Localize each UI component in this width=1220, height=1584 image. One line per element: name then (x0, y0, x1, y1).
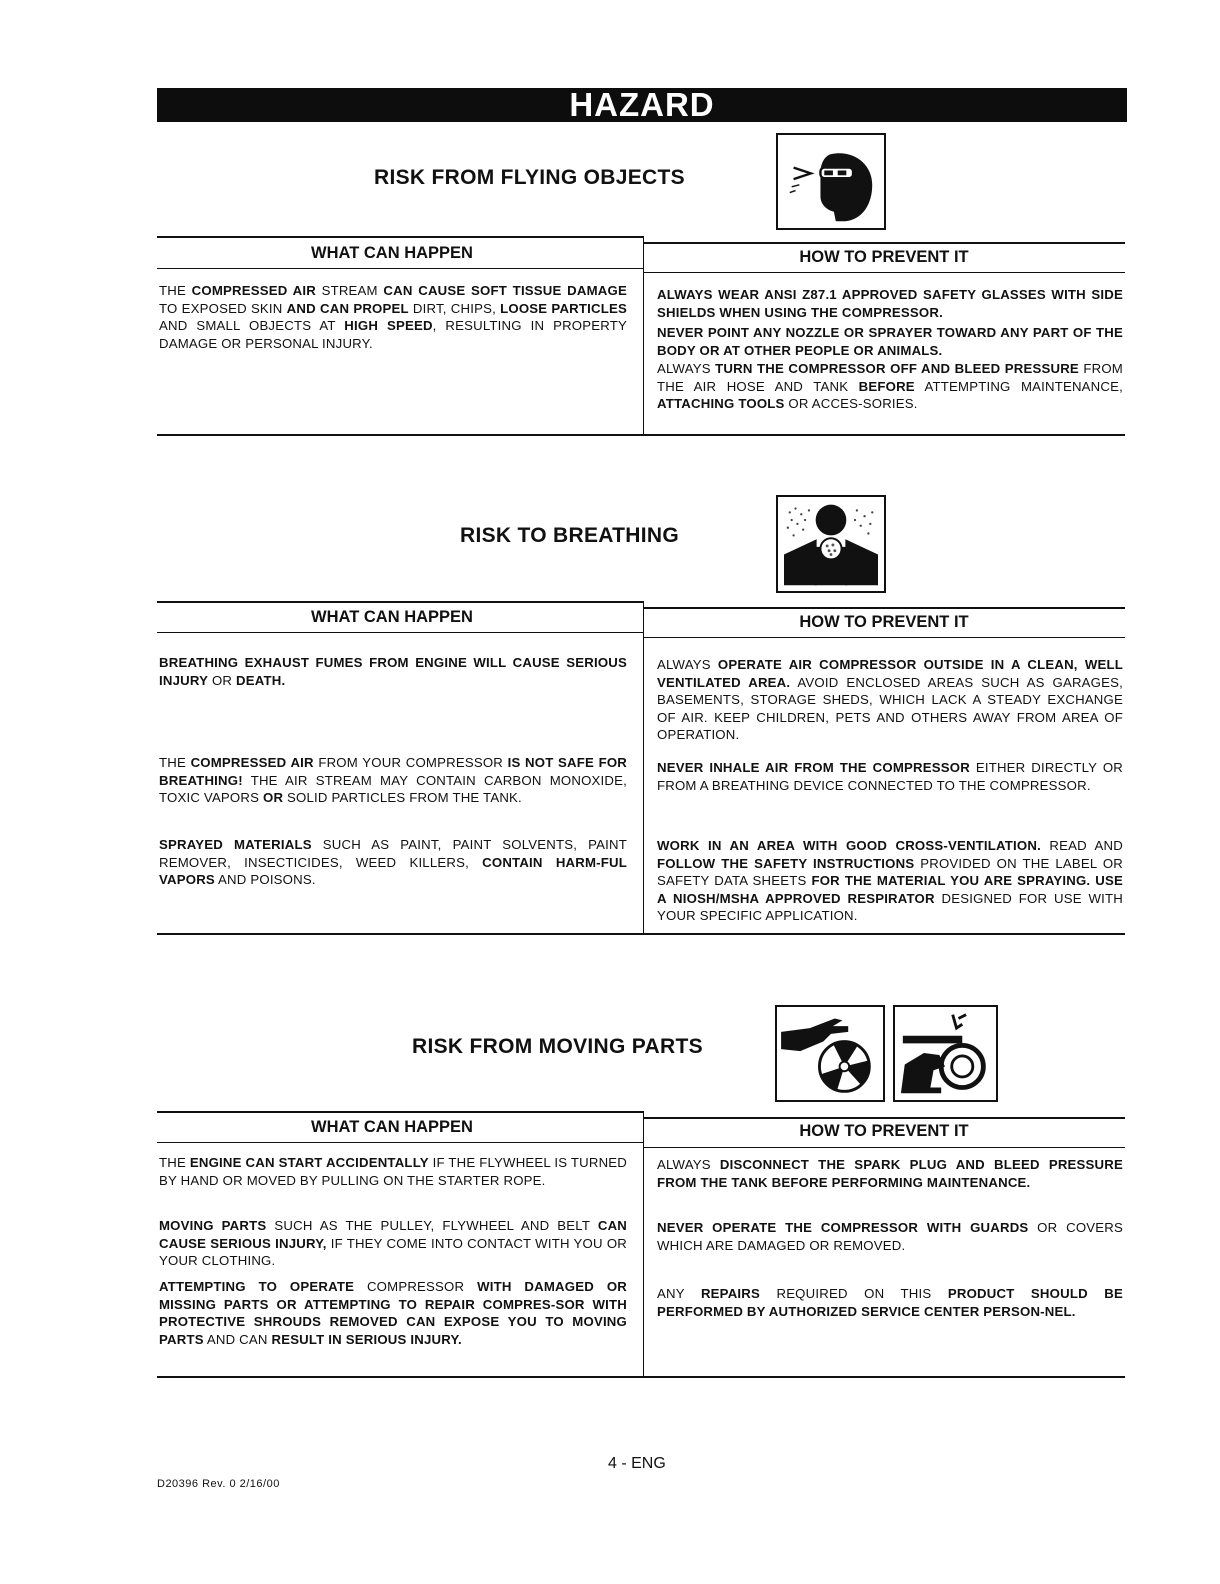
prevention-text: ALWAYS TURN THE COMPRESSOR OFF AND BLEED PRESSURE FROM THE AIR HOSE AND TANK BEFORE ATTEMPTING MAINTENANCE, ATTACHING TOOLS OR ACCES-SORIES. (657, 361, 1123, 411)
how-to-prevent-header: HOW TO PREVENT IT (799, 613, 969, 631)
hand-fan-hazard-icon (775, 1005, 885, 1102)
what-can-happen-header: WHAT CAN HAPPEN (311, 244, 473, 262)
document-code: D20396 Rev. 0 2/16/00 (157, 1478, 280, 1490)
section-title-moving-parts: RISK FROM MOVING PARTS (412, 1035, 703, 1058)
section-title-breathing: RISK TO BREATHING (460, 524, 679, 547)
table-breathing (157, 601, 1125, 935)
what-can-happen-header: WHAT CAN HAPPEN (311, 608, 473, 626)
prevention-text: NEVER OPERATE THE COMPRESSOR WITH GUARDS OR COVERS WHICH ARE DAMAGED OR REMOVED. (657, 1220, 1123, 1253)
hazard-text: MOVING PARTS SUCH AS THE PULLEY, FLYWHEEL AND BELT CAN CAUSE SERIOUS INJURY, IF THEY COME INTO CONTACT WITH YOU OR YOUR CLOTHING. (159, 1218, 628, 1268)
table-moving-parts (157, 1111, 1125, 1378)
prevention-text: ALWAYS WEAR ANSI Z87.1 APPROVED SAFETY GLASSES WITH SIDE SHIELDS WHEN USING THE COMPRESSOR. (657, 287, 1123, 320)
hazard-text: SPRAYED MATERIALS SUCH AS PAINT, PAINT SOLVENTS, PAINT REMOVER, INSECTICIDES, WEED KILLERS, CONTAIN HARM-FUL VAPORS AND POISONS. (159, 837, 627, 887)
hazard-banner: HAZARD (157, 88, 1127, 122)
hazard-text: ATTEMPTING TO OPERATE COMPRESSOR WITH DAMAGED OR MISSING PARTS OR ATTEMPTING TO REPAIR COMPRES-SOR WITH PROTECTIVE SHROUDS REMOVED CAN EXPOSE YOU TO MOVING PARTS AND CAN RESULT IN SERIOUS INJURY. (159, 1279, 627, 1347)
prevention-text: ANY REPAIRS REQUIRED ON THIS PRODUCT SHOULD BE PERFORMED BY AUTHORIZED SERVICE CENTER PERSON-NEL. (657, 1286, 1123, 1319)
what-can-happen-header: WHAT CAN HAPPEN (311, 1118, 473, 1136)
hazard-text: THE ENGINE CAN START ACCIDENTALLY IF THE FLYWHEEL IS TURNED BY HAND OR MOVED BY PULLING ON THE STARTER ROPE. (159, 1155, 628, 1188)
prevention-text: NEVER POINT ANY NOZZLE OR SPRAYER TOWARD ANY PART OF THE BODY OR AT OTHER PEOPLE OR ANIMALS. (657, 325, 1123, 358)
how-to-prevent-header: HOW TO PREVENT IT (799, 1122, 969, 1140)
hazard-text: THE COMPRESSED AIR STREAM CAN CAUSE SOFT TISSUE DAMAGE TO EXPOSED SKIN AND CAN PROPEL DIRT, CHIPS, LOOSE PARTICLES AND SMALL OBJECTS AT HIGH SPEED, RESULTING IN PROPERTY DAMAGE OR PERSONAL INJURY. (159, 283, 627, 351)
prevention-text: ALWAYS DISCONNECT THE SPARK PLUG AND BLEED PRESSURE FROM THE TANK BEFORE PERFORMING MAINTENANCE. (657, 1157, 1123, 1190)
hand-belt-pulley-hazard-icon (893, 1005, 998, 1102)
page-number: 4 - ENG (608, 1455, 666, 1472)
section-title-flying-objects: RISK FROM FLYING OBJECTS (374, 166, 685, 189)
table-flying-objects (157, 236, 1125, 436)
prevention-text: ALWAYS OPERATE AIR COMPRESSOR OUTSIDE IN A CLEAN, WELL VENTILATED AREA. AVOID ENCLOSED AREAS SUCH AS GARAGES, BASEMENTS, STORAGE SHEDS, WHICH LACK A STEADY EXCHANGE OF AIR. KEEP CHILDREN, PETS AND OTHERS AWAY FROM AREA OF OPERATION. (657, 657, 1123, 742)
respirator-icon (776, 495, 886, 593)
safety-goggles-icon (776, 133, 886, 230)
prevention-text: NEVER INHALE AIR FROM THE COMPRESSOR EITHER DIRECTLY OR FROM A BREATHING DEVICE CONNECTED TO THE COMPRESSOR. (657, 760, 1123, 793)
hazard-text: THE COMPRESSED AIR FROM YOUR COMPRESSOR IS NOT SAFE FOR BREATHING! THE AIR STREAM MAY CONTAIN CARBON MONOXIDE, TOXIC VAPORS OR SOLID PARTICLES FROM THE TANK. (159, 755, 628, 805)
how-to-prevent-header: HOW TO PREVENT IT (799, 248, 969, 266)
prevention-text: WORK IN AN AREA WITH GOOD CROSS-VENTILATION. READ AND FOLLOW THE SAFETY INSTRUCTIONS PROVIDED ON THE LABEL OR SAFETY DATA SHEETS FOR THE MATERIAL YOU ARE SPRAYING. USE A NIOSH/MSHA APPROVED RESPIRATOR DESIGNED FOR USE WITH YOUR SPECIFIC APPLICATION. (657, 838, 1124, 923)
hazard-text: BREATHING EXHAUST FUMES FROM ENGINE WILL CAUSE SERIOUS INJURY OR DEATH. (159, 655, 627, 688)
